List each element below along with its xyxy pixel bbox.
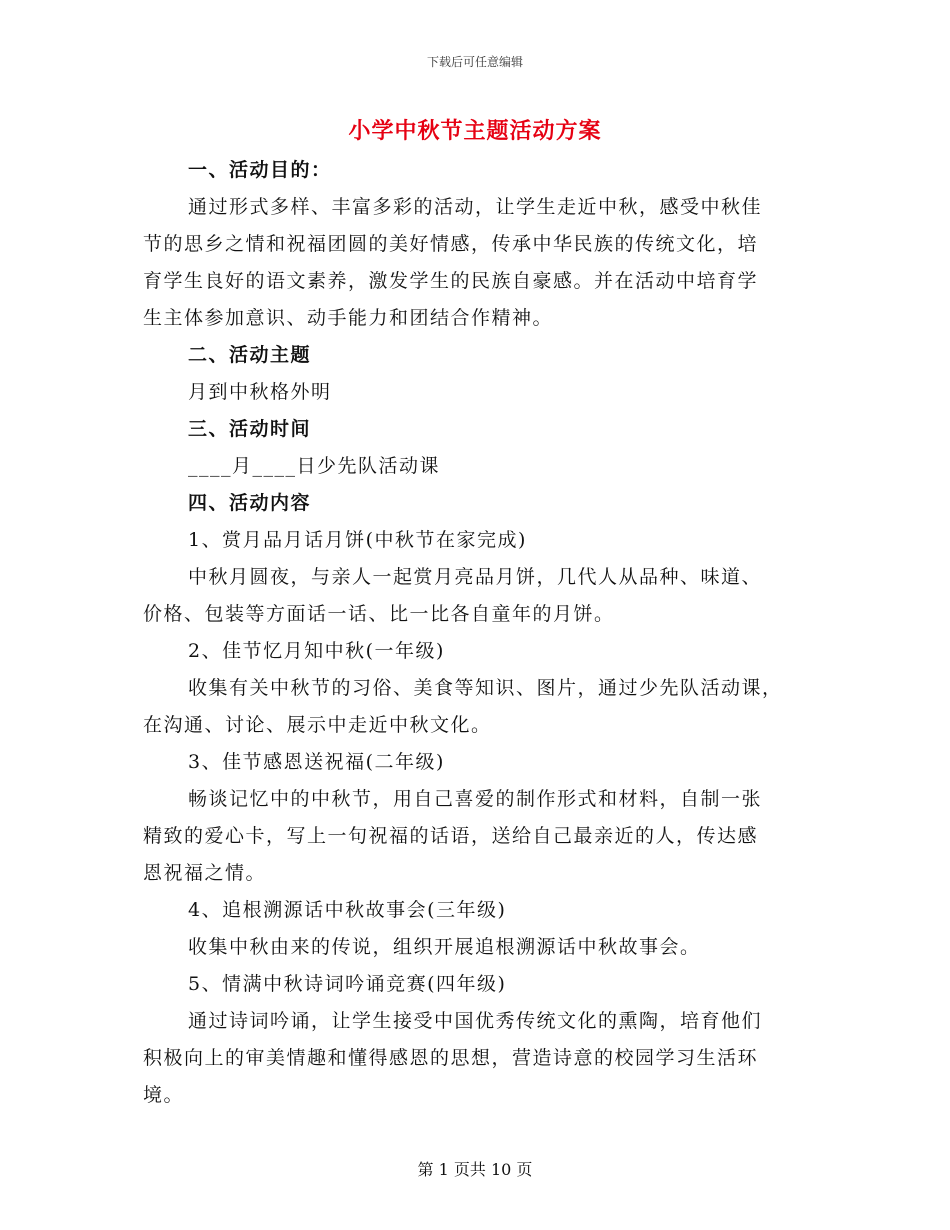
page-footer: 第 1 页共 10 页 xyxy=(417,1160,533,1179)
paragraph-line: 境。 xyxy=(143,1084,185,1106)
document-body xyxy=(143,152,803,1114)
section-heading-purpose: 一、活动目的： xyxy=(188,159,332,181)
paragraph-line: 畅谈记忆中的中秋节，用自己喜爱的制作形式和材料，自制一张 xyxy=(188,788,763,810)
list-item-title: 4、追根溯源话中秋故事会(三年级) xyxy=(188,899,507,921)
paragraph-line: 积极向上的审美情趣和懂得感恩的思想，营造诗意的校园学习生活环 xyxy=(143,1047,759,1069)
section-heading-content: 四、活动内容 xyxy=(188,492,312,514)
paragraph-line: 月到中秋格外明 xyxy=(188,381,332,403)
paragraph-line: 节的思乡之情和祝福团圆的美好情感，传承中华民族的传统文化，培 xyxy=(143,233,759,255)
list-item-title: 3、佳节感恩送祝福(二年级) xyxy=(188,751,445,773)
paragraph-line: 在沟通、讨论、展示中走近中秋文化。 xyxy=(143,714,492,736)
paragraph-line: 精致的爱心卡，写上一句祝福的话语，送给自己最亲近的人，传达感 xyxy=(143,825,759,847)
section-heading-time: 三、活动时间 xyxy=(188,418,312,440)
paragraph-line: 价格、包装等方面话一话、比一比各自童年的月饼。 xyxy=(143,603,615,625)
document-title: 小学中秋节主题活动方案 xyxy=(348,118,602,144)
paragraph-line: 收集有关中秋节的习俗、美食等知识、图片，通过少先队活动课， xyxy=(188,677,783,699)
paragraph-line: ____月____日少先队活动课 xyxy=(188,455,441,477)
list-item-title: 5、情满中秋诗词吟诵竞赛(四年级) xyxy=(188,973,507,995)
paragraph-line: 生主体参加意识、动手能力和团结合作精神。 xyxy=(143,307,554,329)
list-item-title: 1、赏月品月话月饼(中秋节在家完成) xyxy=(188,529,527,551)
paragraph-line: 通过诗词吟诵，让学生接受中国优秀传统文化的熏陶，培育他们 xyxy=(188,1010,763,1032)
paragraph-line: 中秋月圆夜，与亲人一起赏月亮品月饼，几代人从品种、味道、 xyxy=(188,566,763,588)
paragraph-line: 育学生良好的语文素养，激发学生的民族自豪感。并在活动中培育学 xyxy=(143,270,759,292)
paragraph-line: 恩祝福之情。 xyxy=(143,862,267,884)
paragraph-line: 收集中秋由来的传说，组织开展追根溯源话中秋故事会。 xyxy=(188,936,701,958)
page-header: 下载后可任意编辑 xyxy=(426,55,523,69)
section-heading-theme: 二、活动主题 xyxy=(188,344,312,366)
paragraph-line: 通过形式多样、丰富多彩的活动，让学生走近中秋，感受中秋佳 xyxy=(188,196,763,218)
list-item-title: 2、佳节忆月知中秋(一年级) xyxy=(188,640,445,662)
